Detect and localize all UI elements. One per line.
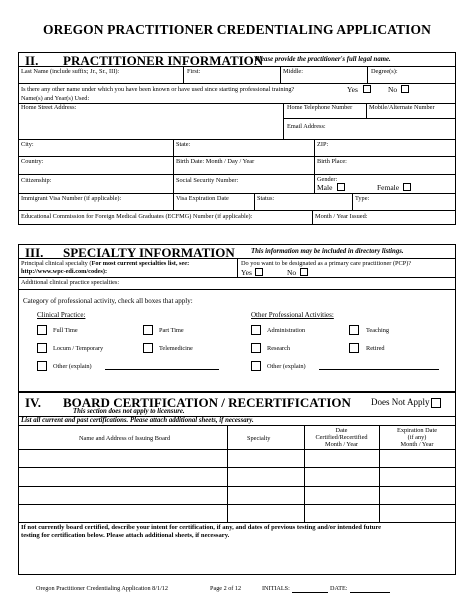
names-years-label: Name(s) and Year(s) Used: <box>21 95 90 102</box>
professional-other-line[interactable] <box>319 369 439 370</box>
list-certifications-note: List all current and past certifications. Please attach additional sheets, if necessary. <box>21 417 254 424</box>
home-phone-label: Home Telephone Number <box>287 104 353 111</box>
footer-form-name: Oregon Practitioner Credentialing Application 8/1/12 <box>36 585 168 592</box>
table-row[interactable] <box>19 467 455 468</box>
footer-initials-label: INITIALS: <box>262 585 290 592</box>
section-iv-subnote: This section does not apply to licensure. <box>73 408 185 415</box>
ecfmg-issued-label: Month / Year Issued: <box>315 213 368 220</box>
section-iii-note: This information may be included in directory listings. <box>251 248 404 255</box>
intent-note-line1: If not currently board certified, describe your intent for certification, if any, and dates of previous testing and/or intended future <box>21 524 382 531</box>
does-not-apply-label: Does Not Apply <box>371 397 430 407</box>
category-label: Category of professional activity, check all boxes that apply: <box>23 297 193 305</box>
table-row[interactable] <box>19 504 455 505</box>
date-line[interactable] <box>350 592 390 593</box>
citizenship-label: Citizenship: <box>21 177 52 184</box>
retired-label: Retired <box>366 345 385 352</box>
col-expiration-line3: Month / Year <box>400 441 434 448</box>
city-label: City: <box>21 141 34 148</box>
clinical-other-label: Other (explain) <box>53 363 92 370</box>
gender-female-label: Female <box>377 183 400 192</box>
section-iii-title: SPECIALTY INFORMATION <box>63 245 235 260</box>
telemedicine-label: Telemedicine <box>159 345 193 352</box>
last-name-label: Last Name (include suffix; Jr., Sr., III): <box>21 68 120 75</box>
page-title: OREGON PRACTITIONER CREDENTIALING APPLICATION <box>43 22 431 37</box>
pcp-yes-label: Yes <box>241 268 252 277</box>
footer-date-label: DATE: <box>330 585 348 592</box>
pcp-yes-checkbox[interactable] <box>255 268 263 276</box>
section-iv-title: BOARD CERTIFICATION / RECERTIFICATION <box>63 395 351 410</box>
section-iii-header <box>18 244 456 259</box>
section-ii-note: Please provide the practitioner's full legal name. <box>255 56 391 63</box>
teaching-label: Teaching <box>366 327 389 334</box>
intent-note-line2: testing for certification below. Please attach additional sheets, if necessary. <box>21 532 230 539</box>
administration-label: Administration <box>267 327 306 334</box>
col-date-line3: Month / Year <box>324 441 359 448</box>
pcp-no-label: No <box>287 268 297 277</box>
pcp-no-checkbox[interactable] <box>300 268 308 276</box>
principal-specialty-label: Principal clinical specialty (For most current specialties list, see: <box>21 260 190 267</box>
gender-female-checkbox[interactable] <box>403 183 411 191</box>
clinical-other-checkbox[interactable] <box>37 361 47 371</box>
other-name-no-checkbox[interactable] <box>401 85 409 93</box>
birth-date-label: Birth Date: Month / Day / Year <box>176 158 255 165</box>
ecfmg-label: Educational Commission for Foreign Medical Graduates (ECFMG) Number (if applicable): <box>21 213 253 220</box>
country-label: Country: <box>21 158 44 165</box>
section-iv-number: IV. <box>25 395 42 410</box>
administration-checkbox[interactable] <box>251 325 261 335</box>
visa-type-label: Type: <box>355 195 370 202</box>
birth-place-label: Birth Place: <box>317 158 347 165</box>
other-activities-heading: Other Professional Activities: <box>251 311 334 319</box>
col-specialty: Specialty <box>247 435 271 442</box>
locum-label: Locum / Temporary <box>53 345 104 352</box>
initials-line[interactable] <box>292 592 328 593</box>
section-ii-number: II. <box>25 53 39 68</box>
pcp-question: Do you want to be designated as a primary care practitioner (PCP)? <box>241 260 412 267</box>
part-time-label: Part Time <box>159 327 184 334</box>
professional-other-label: Other (explain) <box>267 363 306 370</box>
gender-male-checkbox[interactable] <box>337 183 345 191</box>
section-ii-header <box>18 52 456 67</box>
footer-page-number: Page 2 of 12 <box>210 585 242 592</box>
clinical-other-line[interactable] <box>105 369 219 370</box>
zip-label: ZIP: <box>317 141 329 148</box>
visa-expiration-label: Visa Expiration Date <box>176 195 229 202</box>
mobile-label: Mobile/Alternate Number <box>369 104 435 111</box>
professional-other-checkbox[interactable] <box>251 361 261 371</box>
retired-checkbox[interactable] <box>349 343 359 353</box>
section-iii-number: III. <box>25 245 44 260</box>
home-address-label: Home Street Address: <box>21 104 77 111</box>
part-time-checkbox[interactable] <box>143 325 153 335</box>
col-expiration-line1: Expiration Date <box>396 427 438 434</box>
col-date-line2: Certified/Recertified <box>315 434 368 441</box>
principal-specialty-url: http://www.wpc-edi.com/codes): <box>21 268 108 275</box>
table-row[interactable] <box>19 486 455 487</box>
full-time-label: Full Time <box>53 327 78 334</box>
col-date-line1: Date <box>335 427 348 434</box>
gender-label: Gender: <box>317 176 338 183</box>
locum-checkbox[interactable] <box>37 343 47 353</box>
ssn-label: Social Security Number: <box>176 177 239 184</box>
email-label: Email Address: <box>287 123 326 130</box>
section-ii-title: PRACTITIONER INFORMATION <box>63 53 264 68</box>
additional-specialties-label: Additional clinical practice specialties: <box>21 279 120 286</box>
degrees-label: Degree(s): <box>371 68 398 75</box>
visa-status-label: Status: <box>257 195 275 202</box>
telemedicine-checkbox[interactable] <box>143 343 153 353</box>
state-label: State: <box>176 141 191 148</box>
other-name-question: Is there any other name under which you have been known or have used since starting professional training? <box>21 86 295 93</box>
other-name-yes-label: Yes <box>347 85 358 94</box>
research-checkbox[interactable] <box>251 343 261 353</box>
col-issuing-board: Name and Address of Issuing Board <box>79 435 171 442</box>
clinical-practice-heading: Clinical Practice: <box>37 311 86 319</box>
gender-male-label: Male <box>317 183 333 192</box>
middle-name-label: Middle: <box>283 68 303 75</box>
full-time-checkbox[interactable] <box>37 325 47 335</box>
col-expiration-line2: (if any) <box>407 434 427 441</box>
practitioner-info-grid <box>18 66 456 225</box>
visa-number-label: Immigrant Visa Number (if applicable): <box>21 195 122 202</box>
board-certification-grid <box>18 391 456 575</box>
table-row[interactable] <box>19 522 455 523</box>
first-name-label: First: <box>187 68 201 75</box>
teaching-checkbox[interactable] <box>349 325 359 335</box>
specialty-info-grid <box>18 258 456 393</box>
other-name-no-label: No <box>388 85 398 94</box>
research-label: Research <box>267 345 291 352</box>
does-not-apply-checkbox[interactable] <box>431 398 441 408</box>
other-name-yes-checkbox[interactable] <box>363 85 371 93</box>
